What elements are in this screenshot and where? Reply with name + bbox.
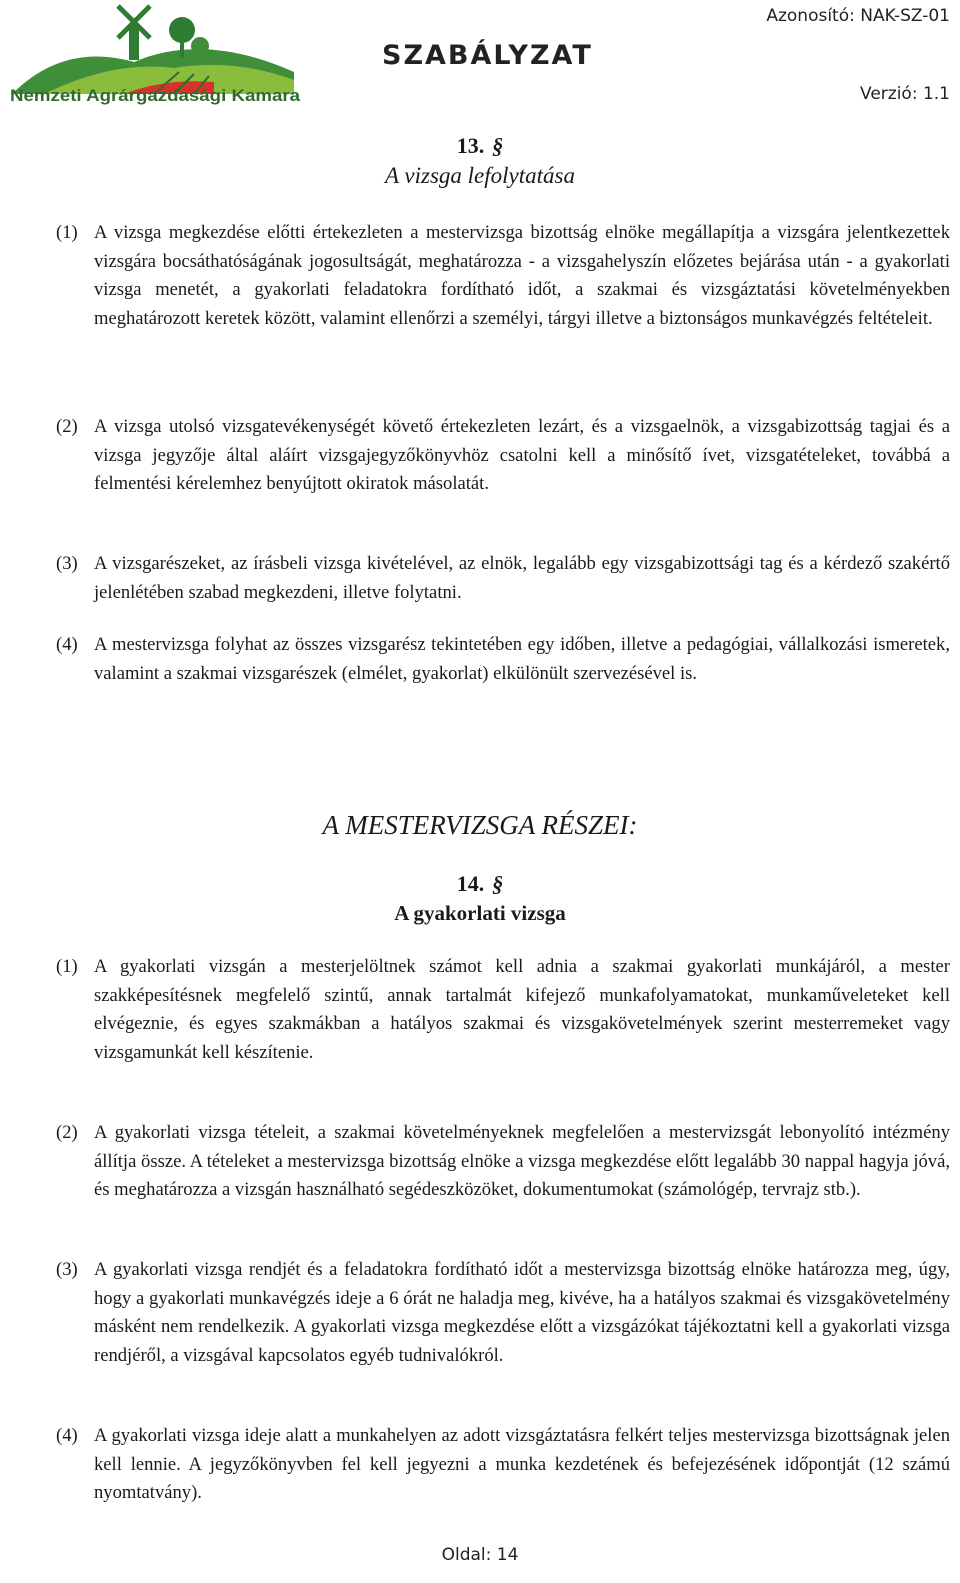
item-text: A gyakorlati vizsgán a mesterjelöltnek számot kell adnia a szakmai gyakorlati munkájáról, a mester szakképesítésnek megfelelő szintű, annak tartalmát kifejező munkafolyamatokat, munkaműveleteket kell elvégeznie, és egyes szakmákban a hatályos szakmai és vizsgakövetelmények szerint mesterremeket vagy vizsgamunkát kell készítenie. — [94, 956, 950, 1063]
item-text: A vizsgarészeket, az írásbeli vizsga kivételével, az elnök, legalább egy vizsgabizottsági tag és a kérdező szakértő jelenlétében szabad megkezdeni, illetve folytatni. — [94, 553, 950, 603]
section-number: 14. — [456, 871, 485, 896]
item-number: (1) — [56, 222, 78, 243]
item-number: (4) — [56, 634, 78, 655]
section-13-item-1 — [56, 219, 950, 333]
section-14-number — [0, 870, 960, 898]
item-text: A vizsga megkezdése előtti értekezleten a mestervizsga bizottság elnöke megállapítja a vizsgára jelentkezettek vizsgára bocsáthatóságának jogosultságát, meghatározza - a vizsgahelyszín előzetes bejárása után - a gyakorlati vizsga menetét, a gyakorlati feladatokra fordítható időt, a szakmai és vizsgáztatási követelményekben meghatározott keretek között, valamint ellenőrzi a személyi, tárgyi illetve a biztonságos munkavégzés feltételeit. — [94, 222, 950, 329]
section-14-item-3 — [56, 1256, 950, 1370]
section-14-title: A gyakorlati vizsga — [394, 901, 566, 925]
section-14-item-2 — [56, 1119, 950, 1205]
document-type-title: SZABÁLYZAT — [382, 40, 593, 71]
item-text: A mestervizsga folyhat az összes vizsgarész tekintetében egy időben, illetve a pedagógiai, vállalkozási ismeretek, valamint a szakmai vizsgarészek (elmélet, gyakorlat) elkülönült szervezésével is. — [94, 634, 950, 684]
svg-text:Nemzeti Agrárgazdasági Kamara: Nemzeti Agrárgazdasági Kamara — [10, 86, 301, 105]
page-header — [0, 0, 960, 120]
item-number: (2) — [56, 416, 78, 437]
page-number: Oldal: 14 — [441, 1545, 519, 1565]
section-13-heading — [0, 132, 960, 192]
item-number: (3) — [56, 1259, 78, 1280]
nak-logo — [4, 2, 304, 106]
section-14-item-4 — [56, 1422, 950, 1508]
section-13-title: A vizsga lefolytatása — [385, 163, 575, 188]
section-14-heading — [0, 870, 960, 928]
item-text: A gyakorlati vizsga ideje alatt a munkahelyen az adott vizsgáztatásra felkért teljes mestervizsga bizottságnak jelen kell lennie. A jegyzőkönyvben fel kell jegyezni a munka kezdetének és befejezésének időpontját (12 számú nyomtatvány). — [94, 1425, 950, 1504]
section-13-item-2 — [56, 413, 950, 499]
item-number: (1) — [56, 956, 78, 977]
item-text: A gyakorlati vizsga tételeit, a szakmai követelményeknek megfelelően a mestervizsgát lebonyolító intézmény állítja össze. A tételeket a mestervizsga bizottság elnöke a vizsga megkezdése előtt legalább 30 nappal hagyja jóvá, és meghatározza a vizsgán használható segédeszközöket, dokumentumokat (számológép, tervrajz stb.). — [94, 1122, 950, 1201]
section-13-item-4 — [56, 631, 950, 688]
item-number: (2) — [56, 1122, 78, 1143]
paragraph-symbol: § — [492, 133, 504, 158]
section-13-number — [0, 132, 960, 160]
document-identifier: Azonosító: NAK-SZ-01 — [766, 6, 950, 26]
section-number: 13. — [456, 133, 485, 158]
section-14-item-1 — [56, 953, 950, 1067]
part-title: A MESTERVIZSGA RÉSZEI: — [322, 810, 638, 840]
item-number: (3) — [56, 553, 78, 574]
section-13-item-3 — [56, 550, 950, 607]
item-number: (4) — [56, 1425, 78, 1446]
document-version: Verzió: 1.1 — [860, 84, 950, 104]
paragraph-symbol: § — [492, 871, 504, 896]
item-text: A vizsga utolsó vizsgatevékenységét követő értekezleten lezárt, és a vizsgaelnök, a vizsgabizottság tagjai és a vizsga jegyzője által aláírt vizsgajegyzőkönyvhöz csatolni kell a minősítő ívet, vizsgatételeket, továbbá a felmentési kérelemhez benyújtott okiratok másolatát. — [94, 416, 950, 495]
item-text: A gyakorlati vizsga rendjét és a feladatokra fordítható időt a mestervizsga bizottság elnöke határozza meg, úgy, hogy a gyakorlati munkavégzés ideje a 6 órát ne haladja meg, kivéve, ha a hatályos szakmai és vizsgakövetelmény másként nem rendelkezik. A gyakorlati vizsga megkezdése előtt a vizsgázókat tájékoztatni kell a gyakorlati vizsga rendjéről, a vizsgával kapcsolatos egyéb tudnivalókról. — [94, 1259, 950, 1366]
